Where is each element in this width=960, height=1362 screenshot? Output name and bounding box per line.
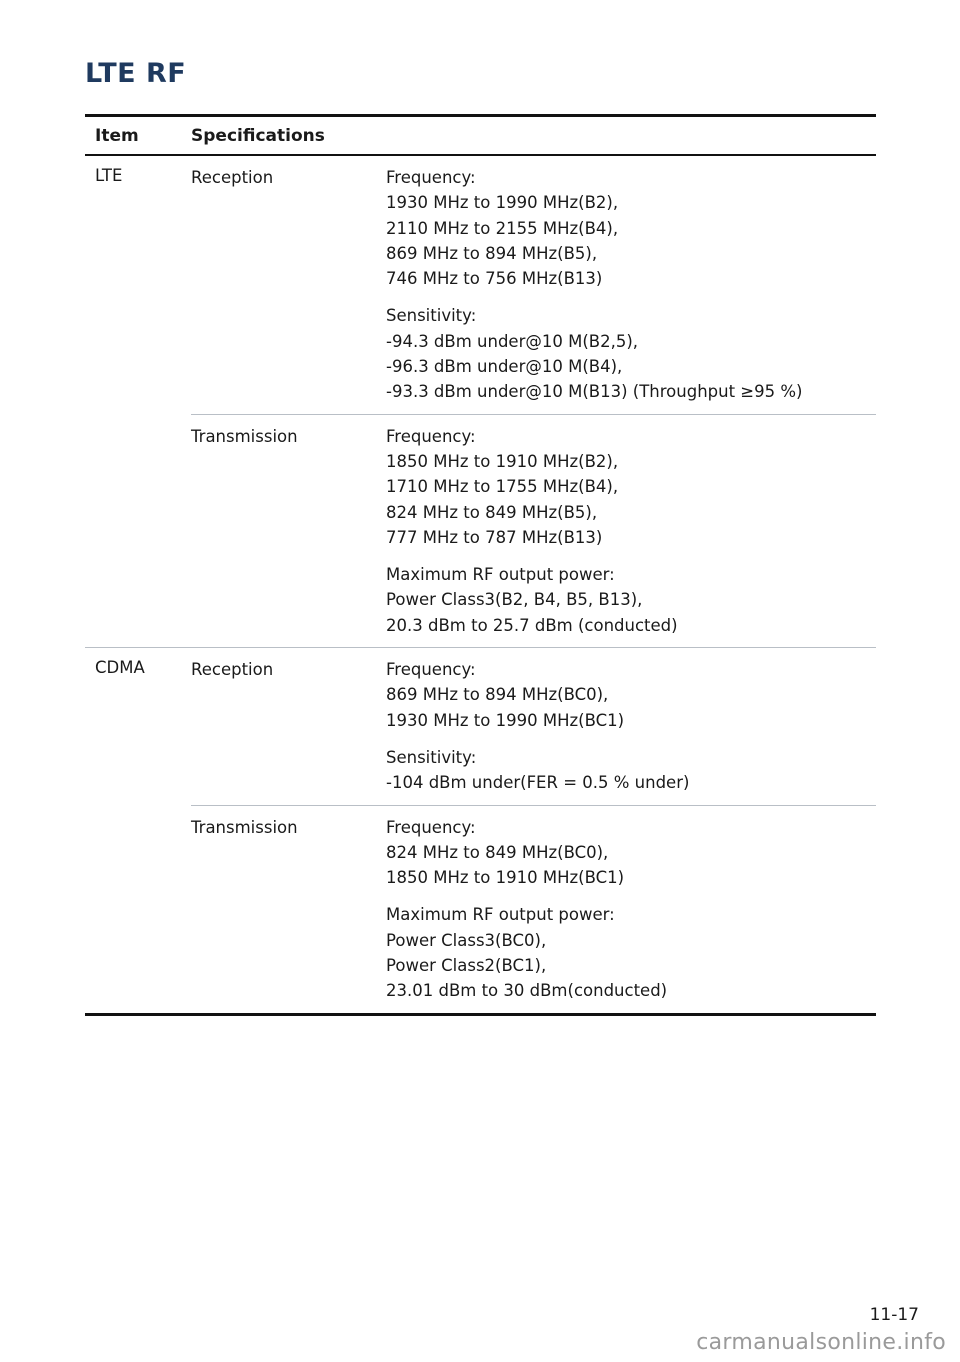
table-group (85, 648, 876, 1013)
spec-line: -94.3 dBm under@10 M(B2,5), (386, 331, 639, 351)
row-label: Reception (191, 660, 274, 680)
spec-line: 824 MHz to 849 MHz(B5), (386, 502, 598, 522)
spec-block (386, 745, 876, 796)
lte-rf-spec-table (85, 114, 876, 1016)
row-specifications (386, 424, 876, 638)
spec-line: 23.01 dBm to 30 dBm(conducted) (386, 981, 668, 1001)
spec-line: 1850 MHz to 1910 MHz(BC1) (386, 868, 625, 888)
row-specifications (386, 657, 876, 795)
spec-line: 1710 MHz to 1755 MHz(B4), (386, 477, 619, 497)
spec-heading: Frequency: (386, 817, 476, 837)
spec-block (386, 424, 876, 550)
row-label: Transmission (191, 817, 298, 837)
spec-line: 1850 MHz to 1910 MHz(B2), (386, 451, 619, 471)
spec-line: 20.3 dBm to 25.7 dBm (conducted) (386, 615, 678, 635)
row-specifications (386, 815, 876, 1004)
watermark-text: carmanualsonline.info (696, 1330, 946, 1355)
header-item: Item (95, 125, 139, 146)
table-group (85, 156, 876, 648)
spec-line: -93.3 dBm under@10 M(B13) (Throughput ≥95 %) (386, 382, 803, 402)
table-row (191, 415, 876, 647)
spec-line: Power Class2(BC1), (386, 956, 547, 976)
group-item-label: LTE (95, 166, 123, 185)
spec-heading: Maximum RF output power: (386, 565, 615, 585)
spec-block (386, 303, 876, 404)
spec-heading: Frequency: (386, 168, 476, 187)
spec-heading: Maximum RF output power: (386, 905, 615, 925)
spec-block (386, 902, 876, 1003)
table-body (85, 156, 876, 1013)
spec-heading: Sensitivity: (386, 306, 477, 326)
spec-line: 824 MHz to 849 MHz(BC0), (386, 842, 609, 862)
spec-heading: Frequency: (386, 660, 476, 680)
header-specifications: Specifications (191, 125, 325, 146)
table-header-row (85, 117, 876, 156)
spec-line: 1930 MHz to 1990 MHz(BC1) (386, 710, 625, 730)
group-rows (191, 648, 876, 1013)
table-row (191, 156, 876, 415)
spec-line: 869 MHz to 894 MHz(BC0), (386, 685, 609, 705)
spec-block (386, 657, 876, 733)
spec-heading: Frequency: (386, 426, 476, 446)
spec-block (386, 562, 876, 638)
row-label: Transmission (191, 426, 298, 446)
table-row (191, 806, 876, 1013)
spec-block (386, 815, 876, 891)
spec-block (386, 165, 876, 291)
table-row (191, 648, 876, 805)
page-number: 11-17 (869, 1305, 919, 1325)
spec-line: -96.3 dBm under@10 M(B4), (386, 357, 623, 377)
spec-line: 746 MHz to 756 MHz(B13) (386, 269, 603, 289)
spec-line: 777 MHz to 787 MHz(B13) (386, 527, 603, 547)
spec-line: 869 MHz to 894 MHz(B5), (386, 243, 598, 263)
spec-line: 2110 MHz to 2155 MHz(B4), (386, 218, 619, 238)
row-specifications (386, 165, 876, 405)
spec-line: 1930 MHz to 1990 MHz(B2), (386, 193, 619, 213)
group-rows (191, 156, 876, 647)
page-title: LTE RF (85, 58, 187, 89)
spec-line: Power Class3(BC0), (386, 930, 547, 950)
group-item-label: CDMA (95, 658, 145, 678)
spec-heading: Sensitivity: (386, 747, 477, 767)
spec-line: -104 dBm under(FER = 0.5 % under) (386, 773, 690, 793)
row-label: Reception (191, 168, 274, 187)
spec-line: Power Class3(B2, B4, B5, B13), (386, 590, 643, 610)
